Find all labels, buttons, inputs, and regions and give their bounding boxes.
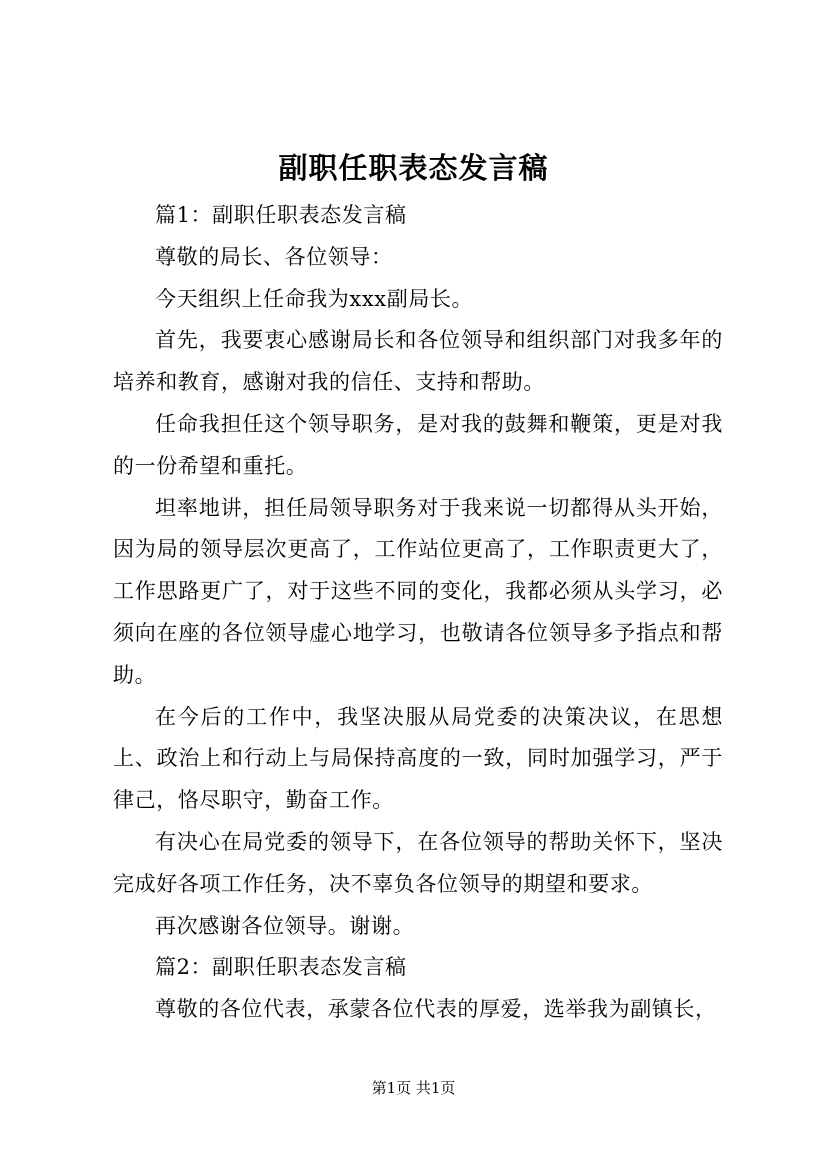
- salutation: 尊敬的局长、各位领导：: [155, 244, 393, 269]
- body-paragraph: 尊敬的各位代表，承蒙各位代表的厚爱，选举我为副镇长，: [155, 997, 717, 1022]
- body-paragraph: 在今后的工作中，我坚决服从局党委的决策决议，在思想上、政治上和行动上与局保持高度的一致，同时加强学习，严于律己，恪尽职守，勤奋工作。: [113, 704, 723, 813]
- body-paragraph: 今天组织上任命我为xxx副局长。: [155, 286, 474, 311]
- document-body: [113, 195, 723, 1031]
- body-paragraph: 有决心在局党委的领导下，在各位领导的帮助关怀下，坚决完成好各项工作任务，决不辜负各位领导的期望和要求。: [113, 829, 723, 896]
- body-paragraph: 坦率地讲，担任局领导职务对于我来说一切都得从头开始，因为局的领导层次更高了，工作站位更高了，工作职责更大了，工作思路更广了，对于这些不同的变化，我都必须从头学习，必须向在座的各位领导虚心地学习，也敬请各位领导多予指点和帮助。: [113, 495, 723, 687]
- document-title: 副职任职表态发言稿: [278, 151, 549, 185]
- body-paragraph: 再次感谢各位领导。谢谢。: [155, 913, 415, 938]
- body-paragraph: 首先，我要衷心感谢局长和各位领导和组织部门对我多年的培养和教育，感谢对我的信任、支持和帮助。: [113, 328, 723, 395]
- section-heading-2: 篇2：副职任职表态发言稿: [155, 955, 407, 980]
- section-heading-1: 篇1：副职任职表态发言稿: [155, 203, 407, 227]
- body-paragraph: 任命我担任这个领导职务，是对我的鼓舞和鞭策，更是对我的一份希望和重托。: [113, 411, 723, 478]
- page-footer: 第1页 共1页: [371, 1079, 456, 1097]
